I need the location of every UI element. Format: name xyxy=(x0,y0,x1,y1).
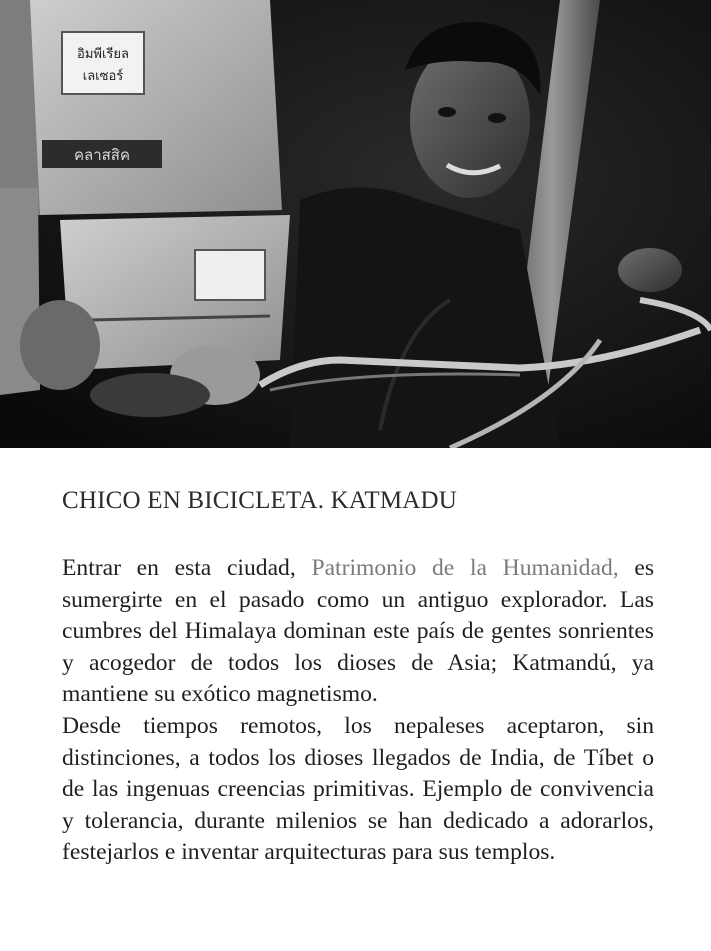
hero-photo xyxy=(0,0,711,448)
paragraph-2: Desde tiempos remotos, los nepaleses aceptaron, sin distinciones, a todos los dioses llegados de India, de Tíbet o de las ingenuas creencias primitivas. Ejemplo de convivencia y tolerancia, durante milenios se han dedicado a adorarlos, festejarlos e inventar arquitecturas para sus templos. xyxy=(62,712,654,866)
paragraph-1-rest: es sumergirte en el pasado como un antiguo explorador. Las cumbres del Himalaya dominan este país de gentes sonrientes y acogedor de todos los dioses de Asia; Katmandú, ya mantiene su exótico magnetismo. xyxy=(62,555,654,708)
paragraph-1-start: Entrar en esta ciudad, xyxy=(62,555,312,581)
heritage-link[interactable]: Patrimonio de la Humanidad, xyxy=(311,555,619,581)
paragraph-1 xyxy=(62,553,654,711)
photo-illustration xyxy=(0,0,711,448)
box-label-text: อิมพีเรียล xyxy=(77,47,129,62)
caption-title: CHICO EN BICICLETA. KATMADU xyxy=(62,487,458,514)
box-band-text: คลาสสิค xyxy=(74,146,130,164)
box-label-text: เลเซอร์ xyxy=(82,69,124,84)
article-body xyxy=(62,553,654,869)
